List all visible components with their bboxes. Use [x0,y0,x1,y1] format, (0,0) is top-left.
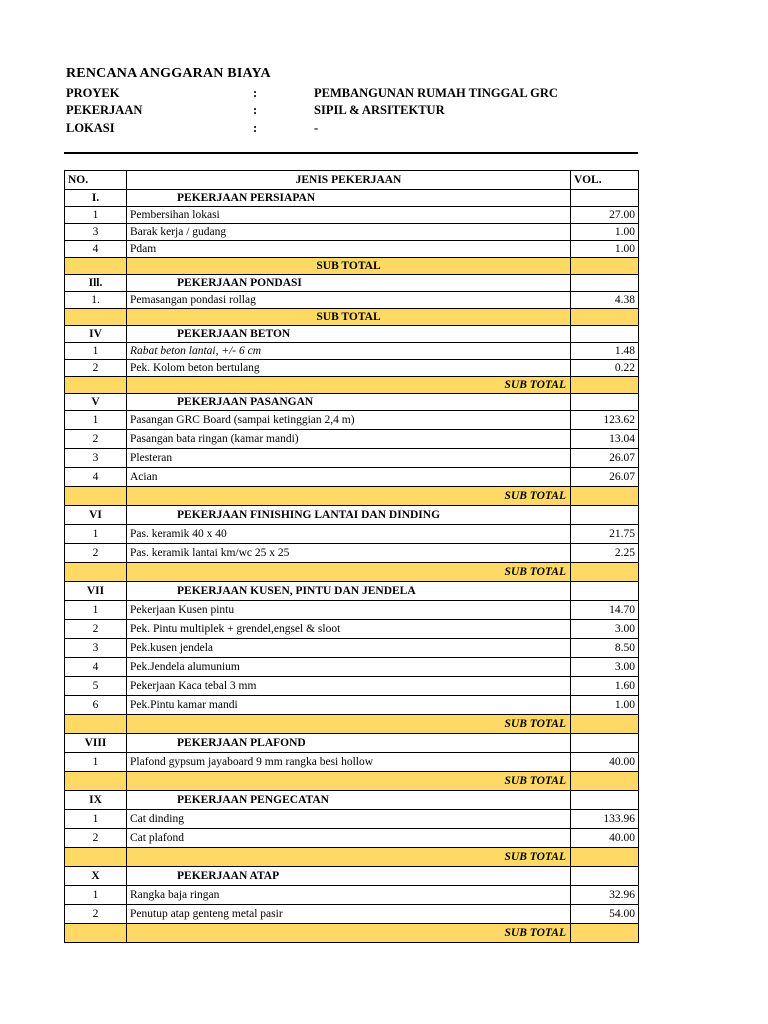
subtotal-label: SUB TOTAL [127,772,571,791]
subtotal-label: SUB TOTAL [127,258,571,275]
table-row [65,430,639,449]
header-description: JENIS PEKERJAAN [127,171,571,190]
table-row [65,886,639,905]
row-number: 3 [65,639,127,658]
row-number: I. [65,190,127,207]
section-header-row [65,326,639,343]
item-volume: 13.04 [571,430,639,449]
item-volume: 14.70 [571,601,639,620]
row-number: 3 [65,449,127,468]
item-description: Pek.Jendela alumunium [127,658,571,677]
subtotal-row [65,309,639,326]
row-number: Ill. [65,275,127,292]
table-row [65,360,639,377]
table-row [65,753,639,772]
row-number: 3 [65,224,127,241]
item-description: Plafond gypsum jayaboard 9 mm rangka besi hollow [127,753,571,772]
table-row [65,343,639,360]
section-title: PEKERJAAN FINISHING LANTAI DAN DINDING [127,506,571,525]
item-volume: 123.62 [571,411,639,430]
row-number: V [65,394,127,411]
meta-key: PEKERJAAN [66,103,143,117]
item-description: Pek. Pintu multiplek + grendel,engsel & sloot [127,620,571,639]
row-number: VI [65,506,127,525]
subtotal-label: SUB TOTAL [127,848,571,867]
item-volume [571,582,639,601]
row-number: VIII [65,734,127,753]
item-description: Pek. Kolom beton bertulang [127,360,571,377]
item-volume [571,326,639,343]
item-description: Pas. keramik lantai km/wc 25 x 25 [127,544,571,563]
subtotal-row [65,487,639,506]
subtotal-row [65,377,639,394]
row-number: 4 [65,241,127,258]
item-volume [571,734,639,753]
item-description: Acian [127,468,571,487]
item-volume [571,715,639,734]
meta-row-lokasi [66,121,666,138]
table-row [65,658,639,677]
subtotal-row [65,715,639,734]
subtotal-label: SUB TOTAL [127,487,571,506]
meta-row-proyek [66,86,666,103]
section-header-row [65,275,639,292]
row-number: 1 [65,753,127,772]
row-number: 6 [65,696,127,715]
subtotal-label: SUB TOTAL [127,377,571,394]
section-title: PEKERJAAN PASANGAN [127,394,571,411]
item-volume: 26.07 [571,449,639,468]
table-row [65,810,639,829]
item-volume [571,190,639,207]
item-volume [571,506,639,525]
row-number [65,848,127,867]
item-description: Plesteran [127,449,571,468]
item-description: Rangka baja ringan [127,886,571,905]
subtotal-label: SUB TOTAL [127,715,571,734]
item-volume: 21.75 [571,525,639,544]
row-number [65,924,127,943]
section-header-row [65,394,639,411]
item-volume [571,848,639,867]
item-volume: 32.96 [571,886,639,905]
row-number: 1 [65,343,127,360]
item-volume [571,309,639,326]
item-description: Barak kerja / gudang [127,224,571,241]
row-number [65,487,127,506]
item-description: Pas. keramik 40 x 40 [127,525,571,544]
table-row [65,544,639,563]
item-volume: 1.00 [571,224,639,241]
meta-key: LOKASI [66,121,115,135]
table-row [65,468,639,487]
meta-colon: : [253,103,258,117]
item-description: Pasangan GRC Board (sampai ketinggian 2,4 m) [127,411,571,430]
item-volume: 1.48 [571,343,639,360]
item-description: Pek.Pintu kamar mandi [127,696,571,715]
item-description: Pemasangan pondasi rollag [127,292,571,309]
row-number [65,377,127,394]
meta-value: SIPIL & ARSITEKTUR [314,103,445,117]
item-volume: 54.00 [571,905,639,924]
table-row [65,207,639,224]
subtotal-row [65,924,639,943]
item-volume: 8.50 [571,639,639,658]
row-number: 2 [65,430,127,449]
section-header-row [65,867,639,886]
row-number [65,772,127,791]
table-row [65,696,639,715]
item-description: Pembersihan lokasi [127,207,571,224]
table-header-row [65,171,639,190]
budget-table [64,170,639,943]
item-description: Cat dinding [127,810,571,829]
row-number: X [65,867,127,886]
table-row [65,241,639,258]
document-title: RENCANA ANGGARAN BIAYA [66,66,271,81]
table-row [65,449,639,468]
row-number: 2 [65,829,127,848]
row-number: 4 [65,658,127,677]
row-number: 1 [65,207,127,224]
section-header-row [65,582,639,601]
row-number: IV [65,326,127,343]
row-number [65,563,127,582]
item-volume: 3.00 [571,658,639,677]
table-row [65,292,639,309]
table-row [65,639,639,658]
section-header-row [65,190,639,207]
item-volume [571,275,639,292]
item-description: Pasangan bata ringan (kamar mandi) [127,430,571,449]
item-volume [571,377,639,394]
row-number: IX [65,791,127,810]
table-row [65,905,639,924]
item-description: Rabat beton lantai, +/- 6 cm [127,343,571,360]
row-number: 2 [65,620,127,639]
section-title: PEKERJAAN PONDASI [127,275,571,292]
item-volume: 40.00 [571,753,639,772]
meta-value: PEMBANGUNAN RUMAH TINGGAL GRC [314,86,558,100]
row-number: 1 [65,411,127,430]
item-volume: 0.22 [571,360,639,377]
row-number [65,309,127,326]
section-title: PEKERJAAN BETON [127,326,571,343]
subtotal-label: SUB TOTAL [127,924,571,943]
table-row [65,224,639,241]
table-row [65,525,639,544]
item-volume: 133.96 [571,810,639,829]
item-volume: 1.60 [571,677,639,696]
section-title: PEKERJAAN PLAFOND [127,734,571,753]
row-number: 4 [65,468,127,487]
item-volume [571,772,639,791]
section-title: PEKERJAAN ATAP [127,867,571,886]
subtotal-row [65,563,639,582]
table-row [65,829,639,848]
item-volume: 26.07 [571,468,639,487]
row-number: 1 [65,525,127,544]
meta-colon: : [253,86,258,100]
table-row [65,620,639,639]
header-divider [64,152,638,154]
row-number: 2 [65,544,127,563]
item-description: Pekerjaan Kusen pintu [127,601,571,620]
item-volume [571,487,639,506]
section-title: PEKERJAAN PERSIAPAN [127,190,571,207]
meta-row-pekerjaan [66,103,666,120]
item-volume: 27.00 [571,207,639,224]
header-volume: VOL. [571,171,639,190]
meta-key: PROYEK [66,86,120,100]
meta-value: - [314,121,319,135]
item-volume: 40.00 [571,829,639,848]
item-volume [571,924,639,943]
subtotal-label: SUB TOTAL [127,563,571,582]
subtotal-row [65,848,639,867]
item-volume: 2.25 [571,544,639,563]
item-volume [571,258,639,275]
item-volume: 1.00 [571,241,639,258]
header-no: NO. [65,171,127,190]
item-description: Pdam [127,241,571,258]
item-description: Pek.kusen jendela [127,639,571,658]
row-number [65,258,127,275]
table-row [65,411,639,430]
section-header-row [65,791,639,810]
item-volume [571,867,639,886]
row-number: 2 [65,905,127,924]
item-description: Pekerjaan Kaca tebal 3 mm [127,677,571,696]
item-volume [571,394,639,411]
item-volume: 1.00 [571,696,639,715]
row-number [65,715,127,734]
row-number: 5 [65,677,127,696]
row-number: 1 [65,886,127,905]
row-number: 1 [65,810,127,829]
subtotal-row [65,772,639,791]
subtotal-label: SUB TOTAL [127,309,571,326]
row-number: 1. [65,292,127,309]
table-row [65,677,639,696]
table-row [65,601,639,620]
section-title: PEKERJAAN PENGECATAN [127,791,571,810]
item-volume [571,563,639,582]
subtotal-row [65,258,639,275]
section-title: PEKERJAAN KUSEN, PINTU DAN JENDELA [127,582,571,601]
row-number: VII [65,582,127,601]
item-description: Penutup atap genteng metal pasir [127,905,571,924]
section-header-row [65,506,639,525]
row-number: 1 [65,601,127,620]
item-volume [571,791,639,810]
section-header-row [65,734,639,753]
item-volume: 4.38 [571,292,639,309]
row-number: 2 [65,360,127,377]
meta-colon: : [253,121,258,135]
item-description: Cat plafond [127,829,571,848]
item-volume: 3.00 [571,620,639,639]
